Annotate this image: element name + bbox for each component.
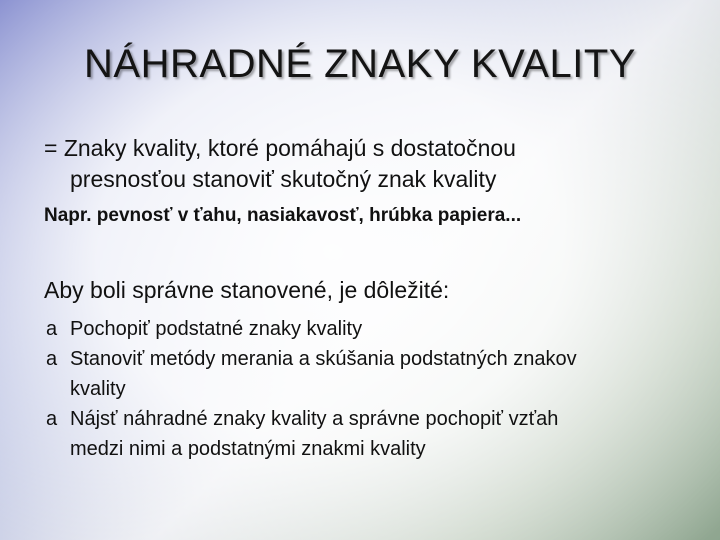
lead-text: Aby boli správne stanovené, je dôležité: (44, 277, 450, 303)
example-text: Napr. pevnosť v ťahu, nasiakavosť, hrúbka papiera... (44, 205, 522, 226)
definition-text (44, 133, 694, 195)
bullet-text: Pochopiť podstatné znaky kvality (70, 318, 363, 340)
bullet-text: Nájsť náhradné znaky kvality a správne pochopiť vzťah (70, 408, 559, 430)
bullet-item-3 (44, 404, 704, 464)
bullet-icon: a (46, 348, 58, 370)
bullet-item-1 (44, 314, 704, 344)
bullet-list (44, 314, 704, 464)
bullet-text: Stanoviť metódy merania a skúšania podstatných znakov (70, 348, 577, 370)
bullet-icon: a (46, 318, 58, 340)
slide-title: NÁHRADNÉ ZNAKY KVALITY (84, 42, 636, 86)
definition-line-1: = Znaky kvality, ktoré pomáhajú s dostatočnou (44, 135, 516, 161)
definition-line-2: presnosťou stanoviť skutočný znak kvality (70, 166, 497, 192)
bullet-item-2 (44, 344, 704, 404)
bullet-icon: a (46, 408, 58, 430)
bullet-text-continued: medzi nimi a podstatnými znakmi kvality (70, 438, 426, 460)
bullet-text-continued: kvality (70, 378, 126, 400)
